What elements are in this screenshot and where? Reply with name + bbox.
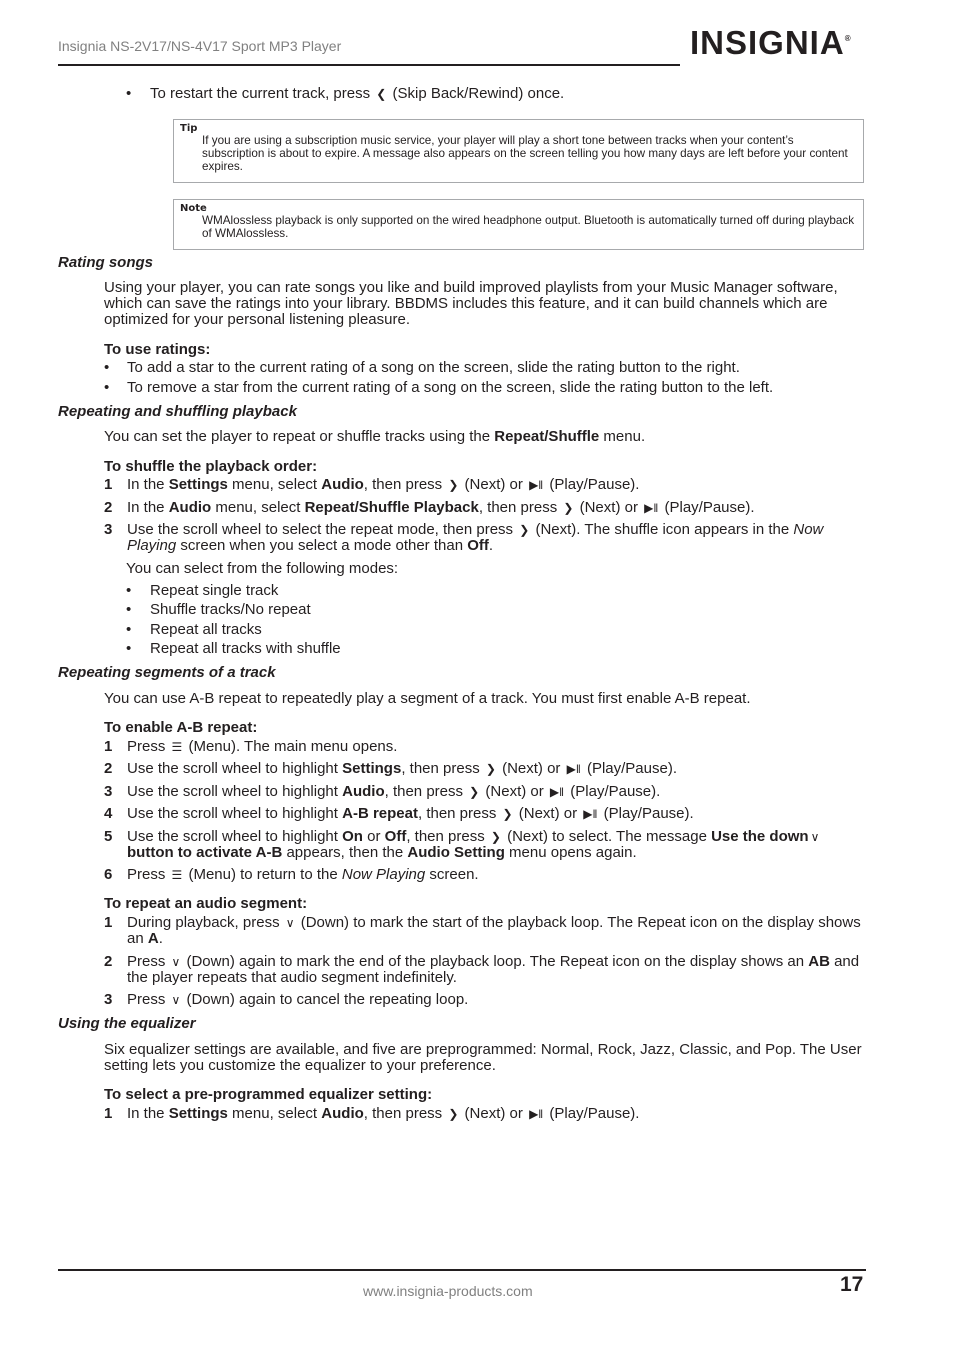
tip-text: If you are using a subscription music service, your player will play a short tone between tracks when your content’s subscription is about to expire. A message also appears on the screen telling you how many days are left before your content expires. bbox=[202, 134, 848, 173]
step-item: 1 Press ☰ (Menu). The main menu opens. bbox=[104, 738, 398, 755]
chevron-down-icon: ∨ bbox=[810, 830, 820, 844]
logo-registered-mark: ® bbox=[844, 34, 851, 43]
chevron-right-icon: ❯ bbox=[448, 478, 459, 492]
chevron-right-icon: ❯ bbox=[519, 523, 530, 537]
footer-rule bbox=[58, 1269, 866, 1271]
chevron-down-icon: ∨ bbox=[285, 916, 295, 930]
header-rule bbox=[58, 64, 680, 66]
section-heading-ab: Repeating segments of a track bbox=[58, 664, 276, 681]
step-item: 3 Use the scroll wheel to select the repeat mode, then press ❯ (Next). The shuffle icon appears in the Now Playing screen when you select a mode other than Off. bbox=[104, 521, 824, 554]
logo-text: INSIGNIA bbox=[690, 24, 845, 61]
chevron-right-icon: ❯ bbox=[485, 762, 496, 776]
chevron-left-icon: ❮ bbox=[376, 87, 387, 101]
paragraph: You can set the player to repeat or shuffle tracks using the Repeat/Shuffle menu. bbox=[104, 428, 646, 445]
section-heading-eq: Using the equalizer bbox=[58, 1015, 196, 1032]
menu-icon: ☰ bbox=[171, 868, 183, 882]
step-item: 6 Press ☰ (Menu) to return to the Now Playing screen. bbox=[104, 866, 479, 883]
menu-icon: ☰ bbox=[171, 740, 183, 754]
paragraph: Six equalizer settings are available, and five are preprogrammed: Normal, Rock, Jazz, Classic, and Pop. The User setting lets you customize the equalizer to your preference. bbox=[104, 1041, 862, 1074]
step-item: 2 Use the scroll wheel to highlight Settings, then press ❯ (Next) or ▶‖ (Play/Pause). bbox=[104, 760, 678, 777]
chevron-right-icon: ❯ bbox=[490, 830, 501, 844]
step-item: 2 Press ∨ (Down) again to mark the end of the playback loop. The Repeat icon on the display shows an AB and the player repeats that audio segment indefinitely. bbox=[104, 953, 860, 986]
subheading: To shuffle the playback order: bbox=[104, 458, 318, 475]
tip-box bbox=[173, 119, 864, 183]
play-pause-icon: ▶‖ bbox=[529, 1107, 544, 1121]
chevron-down-icon: ∨ bbox=[171, 955, 181, 969]
paragraph: You can select from the following modes: bbox=[126, 560, 399, 577]
subheading: To use ratings: bbox=[104, 341, 211, 358]
subheading: To repeat an audio segment: bbox=[104, 895, 308, 912]
step-item: 1 In the Settings menu, select Audio, then press ❯ (Next) or ▶‖ (Play/Pause). bbox=[104, 476, 640, 493]
step-item: 1 During playback, press ∨ (Down) to mark the start of the playback loop. The Repeat icon on the display shows an A. bbox=[104, 914, 861, 947]
subheading: To enable A-B repeat: bbox=[104, 719, 258, 736]
footer-url: www.insignia-products.com bbox=[363, 1283, 533, 1299]
paragraph: Using your player, you can rate songs you like and build improved playlists from your Music Manager software, which can save the ratings into your library. BBDMS includes this feature, and it can build channels which are optimized for your personal listening pleasure. bbox=[104, 279, 838, 328]
note-label: Note bbox=[180, 203, 207, 214]
chevron-right-icon: ❯ bbox=[502, 807, 513, 821]
chevron-right-icon: ❯ bbox=[469, 785, 480, 799]
note-box bbox=[173, 199, 864, 250]
play-pause-icon: ▶‖ bbox=[549, 785, 565, 799]
list-item: • To add a star to the current rating of a song on the screen, slide the rating button to the right. bbox=[104, 359, 740, 376]
paragraph: You can use A-B repeat to repeatedly play a segment of a track. You must first enable A-B repeat. bbox=[104, 690, 751, 707]
list-item: • Repeat single track bbox=[126, 582, 279, 599]
list-item: • Shuffle tracks/No repeat bbox=[126, 601, 311, 618]
chevron-down-icon: ∨ bbox=[171, 993, 181, 1007]
brand-logo bbox=[690, 24, 851, 62]
section-heading-rating: Rating songs bbox=[58, 254, 154, 271]
step-item: 2 In the Audio menu, select Repeat/Shuffle Playback, then press ❯ (Next) or ▶‖ (Play/Pause). bbox=[104, 499, 755, 516]
chevron-right-icon: ❯ bbox=[563, 501, 574, 515]
list-item: • To remove a star from the current rating of a song on the screen, slide the rating button to the left. bbox=[104, 379, 774, 396]
note-text: WMAlossless playback is only supported on the wired headphone output. Bluetooth is automatically turned off during playback of WMAlossless. bbox=[202, 214, 855, 240]
bullet: • bbox=[126, 85, 132, 102]
subheading: To select a pre-programmed equalizer setting: bbox=[104, 1086, 433, 1103]
list-item: • Repeat all tracks bbox=[126, 621, 262, 638]
step-item: 5 Use the scroll wheel to highlight On or Off, then press ❯ (Next) to select. The message Use the down ∨ button to activate A-B appears, then the Audio Setting menu opens again. bbox=[104, 828, 820, 861]
play-pause-icon: ▶‖ bbox=[529, 478, 544, 492]
step-item: 3 Use the scroll wheel to highlight Audio, then press ❯ (Next) or ▶‖ (Play/Pause). bbox=[104, 783, 661, 800]
chevron-right-icon: ❯ bbox=[448, 1107, 459, 1121]
list-item: • Repeat all tracks with shuffle bbox=[126, 640, 341, 657]
step-item: 1 In the Settings menu, select Audio, then press ❯ (Next) or ▶‖ (Play/Pause). bbox=[104, 1105, 640, 1122]
play-pause-icon: ▶‖ bbox=[583, 807, 598, 821]
play-pause-icon: ▶‖ bbox=[644, 501, 659, 515]
play-pause-icon: ▶‖ bbox=[566, 762, 581, 776]
tip-label: Tip bbox=[180, 123, 198, 134]
running-header: Insignia NS-2V17/NS-4V17 Sport MP3 Player bbox=[58, 38, 342, 54]
step-item: 3 Press ∨ (Down) again to cancel the repeating loop. bbox=[104, 991, 469, 1008]
list-item: • To restart the current track, press ❮ (Skip Back/Rewind) once. bbox=[126, 85, 565, 102]
step-item: 4 Use the scroll wheel to highlight A-B repeat, then press ❯ (Next) or ▶‖ (Play/Pause). bbox=[104, 805, 694, 822]
page-number: 17 bbox=[840, 1273, 864, 1296]
section-heading-repeat: Repeating and shuffling playback bbox=[58, 403, 297, 420]
